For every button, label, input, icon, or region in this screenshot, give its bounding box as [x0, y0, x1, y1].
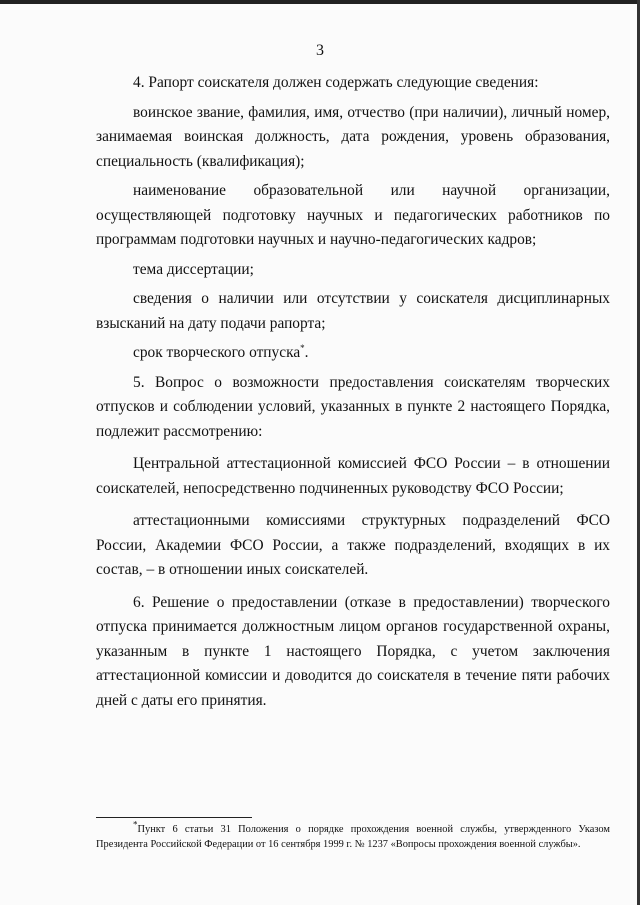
footnote-text: Пункт 6 статьи 31 Положения о порядке прохождения военной службы, утвержденного Указом Президента Российской Федерации от 16 сентября 1999 г. № 1237 «Вопросы прохождения военной службы». [96, 824, 610, 850]
page-number: 3 [316, 42, 324, 59]
list-item-leave-term [96, 341, 610, 366]
list-item-personal-data: воинское звание, фамилия, имя, отчество (при наличии), личный номер, занимаемая воинская должность, дата рождения, уровень образования, специальность (квалификация); [96, 103, 610, 170]
list-item-organization: наименование образовательной или научной организации, осуществляющей подготовку научных и педагогических работников по программам подготовки научных и научно-педагогических кадров; [96, 182, 610, 248]
paragraph-6: 6. Решение о предоставлении (отказе в предоставлении) творческого отпуска принимается должностным лицом органов государственной охраны, указанным в пункте 1 настоящего Порядка, с учетом заключения аттестационной комиссии и доводится до соискателя в течение пяти рабочих дней с даты его принятия. [96, 593, 610, 709]
list-item-dissertation-topic: тема диссертации; [133, 260, 254, 278]
scan-edge-top [0, 0, 640, 4]
list-item-disciplinary: сведения о наличии или отсутствии у соискателя дисциплинарных взысканий на дату подачи рапорта; [96, 290, 610, 332]
footnote [96, 819, 610, 852]
footnote-separator [96, 817, 252, 818]
paragraph-5: 5. Вопрос о возможности предоставления соискателям творческих отпусков и соблюдении условий, указанных в пункте 2 настоящего Порядка, подлежит рассмотрению: [96, 373, 610, 440]
commission-structural: аттестационными комиссиями структурных подразделений ФСО России, Академии ФСО России, а также подразделений, входящих в их состав, – в отношении иных соискателей. [96, 512, 610, 578]
leave-term-period: . [304, 344, 309, 361]
footnote-marker: * [300, 342, 305, 353]
body-text [96, 71, 610, 713]
commission-central: Центральной аттестационной комиссией ФСО России – в отношении соискателей, непосредственно подчиненных руководству ФСО России; [96, 455, 610, 497]
paragraph-4-intro: 4. Рапорт соискателя должен содержать следующие сведения: [133, 74, 539, 91]
footnote-ref-marker: * [133, 819, 138, 830]
leave-term-text: срок творческого отпуска [133, 344, 301, 361]
